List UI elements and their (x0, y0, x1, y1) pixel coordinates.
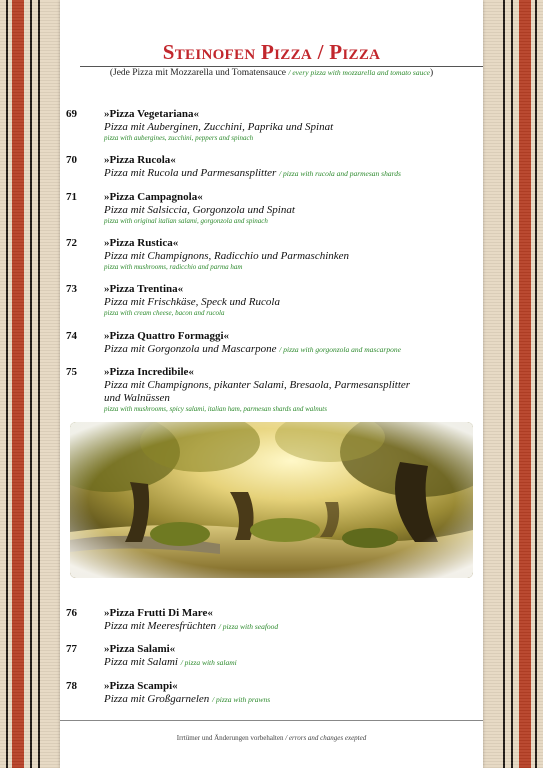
item-description-line (104, 693, 471, 706)
page-title: Steinofen Pizza / Pizza (162, 40, 381, 64)
item-description: Pizza mit Auberginen, Zucchini, Paprika und Spinat (104, 121, 334, 133)
item-description: Pizza mit Rucola und Parmesansplitter (104, 167, 277, 179)
item-number: 76 (66, 607, 77, 619)
item-english: / pizza with prawns (212, 695, 271, 704)
item-description: Pizza mit Gorgonzola und Mascarpone (104, 343, 277, 355)
item-name: »Pizza Rustica« (104, 237, 179, 249)
item-english: pizza with mushrooms, radicchio and parma ham (104, 263, 243, 271)
linen-border-right (481, 0, 543, 768)
item-name: »Pizza Campagnola« (104, 191, 203, 203)
olive-grove-photo (70, 422, 473, 578)
item-description: Pizza mit Frischkäse, Speck und Rucola (104, 296, 280, 308)
item-english: pizza with cream cheese, bacon and rucola (104, 309, 225, 317)
item-description-line (104, 343, 471, 356)
item-english: pizza with aubergines, zucchini, peppers and spinach (104, 134, 254, 142)
subtitle-close: ) (429, 68, 434, 78)
page-subtitle (60, 68, 483, 78)
item-description: Pizza mit Champignons, pikanter Salami, Bresaola, Parmesansplitter und Walnüssen (104, 379, 411, 404)
item-name: »Pizza Vegetariana« (104, 108, 200, 120)
menu-page (60, 0, 483, 768)
item-english: pizza with original italian salami, gorgonzola and spinach (104, 217, 268, 225)
olive-grove-illustration (70, 422, 473, 578)
item-description-line (104, 620, 471, 633)
item-number: 71 (66, 191, 77, 203)
subtitle-english: / every pizza with mozzarella and tomato sauce (288, 68, 430, 77)
item-number: 73 (66, 283, 77, 295)
item-english: / pizza with seafood (218, 622, 279, 631)
footer-divider (60, 720, 483, 721)
item-name: »Pizza Incredibile« (104, 366, 194, 378)
item-english: / pizza with salami (180, 658, 237, 667)
item-english: pizza with mushrooms, spicy salami, italian ham, parmesan shards and walnuts (104, 405, 327, 413)
subtitle-german: (Jede Pizza mit Mozzarella und Tomatensauce (109, 68, 289, 78)
item-description: Pizza mit Meeresfrüchten (104, 620, 217, 632)
item-name: »Pizza Scampi« (104, 680, 178, 692)
item-name: »Pizza Rucola« (104, 154, 176, 166)
item-number: 75 (66, 366, 77, 378)
footer-german: Irrtümer und Änderungen vorbehalten (176, 734, 286, 742)
item-description: Pizza mit Salami (104, 656, 178, 668)
item-number: 78 (66, 680, 77, 692)
item-name: »Pizza Salami« (104, 643, 176, 655)
item-english: / pizza with rucola and parmesan shards (279, 169, 401, 178)
item-description-line (104, 656, 471, 669)
item-number: 74 (66, 330, 77, 342)
item-name: »Pizza Trentina« (104, 283, 184, 295)
footer-note (60, 734, 483, 742)
item-number: 77 (66, 643, 77, 655)
item-description: Pizza mit Salsiccia, Gorgonzola und Spinat (104, 204, 295, 216)
item-name: »Pizza Frutti Di Mare« (104, 607, 213, 619)
title-divider (80, 66, 483, 67)
item-number: 69 (66, 108, 77, 120)
footer-english: / errors and changes exepted (285, 734, 367, 742)
item-english: / pizza with gorgonzola and mascarpone (279, 345, 401, 354)
item-description-line (104, 167, 471, 180)
linen-border-left (0, 0, 62, 768)
item-number: 72 (66, 237, 77, 249)
item-name: »Pizza Quattro Formaggi« (104, 330, 230, 342)
item-description: Pizza mit Großgarnelen (104, 693, 210, 705)
item-number: 70 (66, 154, 77, 166)
item-description: Pizza mit Champignons, Radicchio und Parmaschinken (104, 250, 350, 262)
